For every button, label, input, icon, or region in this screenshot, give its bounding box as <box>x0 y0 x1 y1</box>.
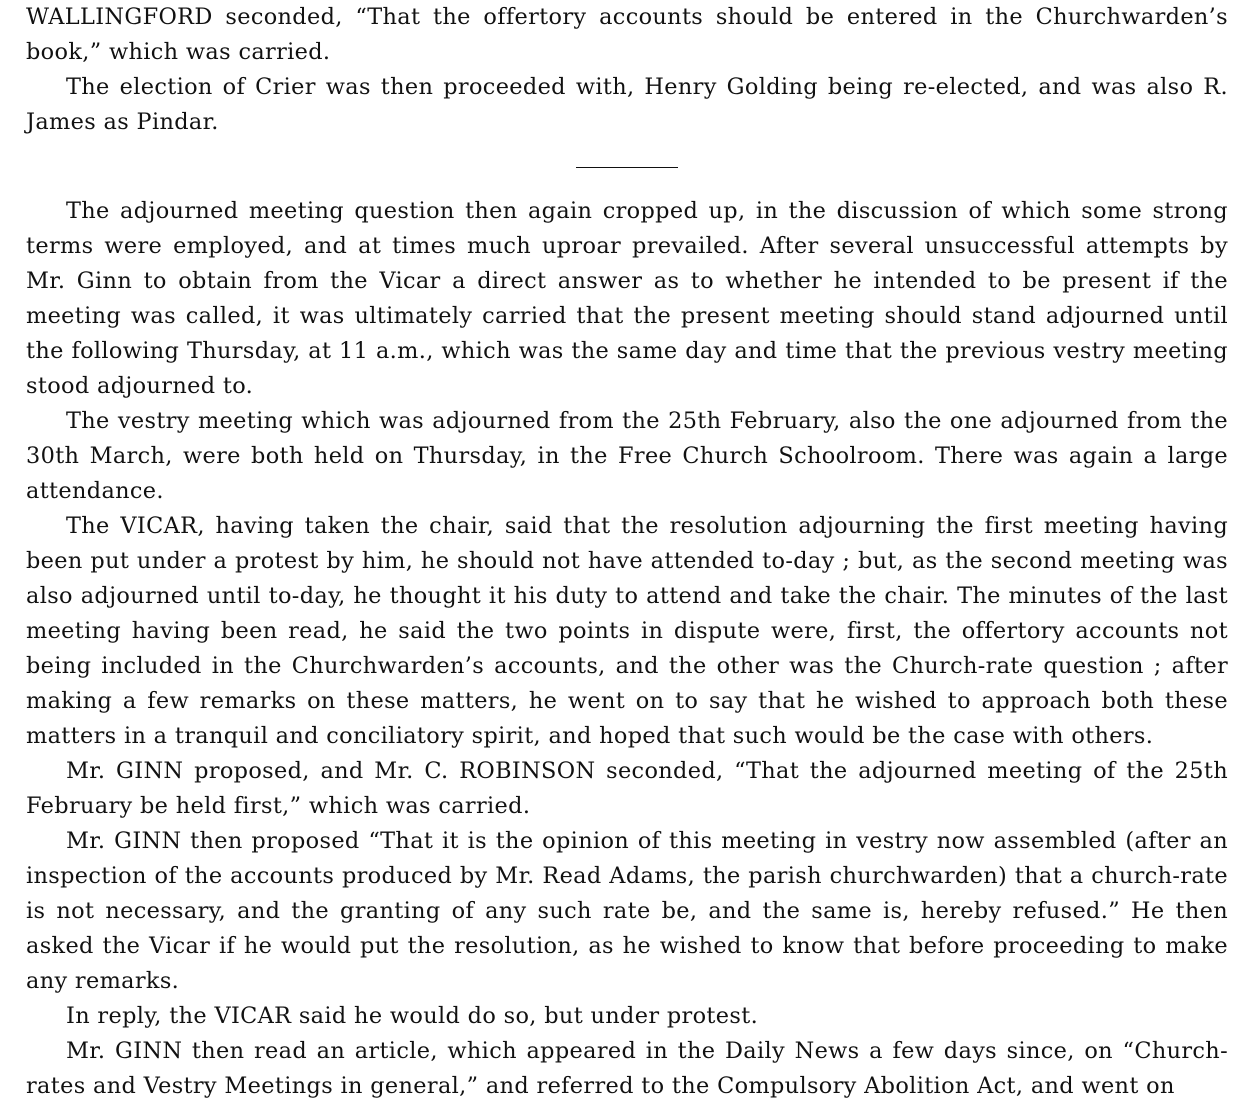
paragraph-text: Mr. <box>66 758 117 784</box>
paragraph-text: then read an article, which appeared in the Daily News a few days since, on “Church-rates and Vestry Meetings in general,” and referred to the Compulsory Abolition Act, and went on <box>26 1038 1228 1099</box>
paragraph <box>26 509 1228 754</box>
paragraph-text: Mr. <box>66 1038 115 1064</box>
speaker-name: ROBINSON <box>459 758 596 784</box>
paragraph-text: In reply, the <box>66 1003 215 1029</box>
section-top <box>26 0 1228 140</box>
paragraph-text: The adjourned meeting question then again cropped up, in the discussion of which some strong terms were employed, and at times much uproar prevailed. After several unsuccessful attempts by Mr. Ginn to obtain from the Vicar a direct answer as to whether he intended to be present if the meeting was called, it was ultimately carried that the present meeting should stand adjourned until the following Thursday, at 11 a.m., which was the same day and time that the previous vestry meeting stood adjourned to. <box>26 198 1228 399</box>
speaker-name: WALLINGFORD <box>26 4 213 30</box>
paragraph <box>26 999 1228 1034</box>
paragraph <box>26 824 1228 999</box>
speaker-name: GINN <box>114 1038 183 1064</box>
paragraph <box>26 0 1228 70</box>
paragraph-text: then proposed “That it is the opinion of this meeting in vestry now assembled (after an inspection of the accounts produced by Mr. Read Adams, the parish churchwarden) that a church-rate is not necessary, and the granting of any such rate be, and the same is, hereby refused.” He then asked the Vicar if he would put the resolution, as he wished to know that before proceeding to make any remarks. <box>26 828 1228 994</box>
section-main <box>26 194 1228 1104</box>
paragraph-text: The vestry meeting which was adjourned from the 25th February, also the one adjourned from the 30th March, were both held on Thursday, in the Free Church Schoolroom. There was again a large attendance. <box>26 408 1228 504</box>
speaker-name: GINN <box>116 758 184 784</box>
paragraph-text: seconded, “That the offertory accounts should be entered in the Churchwarden’s book,” which was carried. <box>26 4 1228 65</box>
section-divider-rule <box>576 167 678 168</box>
paragraph-text: The <box>66 513 121 539</box>
speaker-name: VICAR <box>214 1003 292 1029</box>
speaker-name: GINN <box>114 828 182 854</box>
paragraph-text: seconded, “That the adjourned meeting of the 25th February be held first,” which was carried. <box>26 758 1228 819</box>
paragraph <box>26 1034 1228 1104</box>
paragraph <box>26 754 1228 824</box>
paragraph <box>26 70 1228 140</box>
paragraph-text: proposed, and Mr. C. <box>183 758 460 784</box>
paragraph-text: Mr. <box>66 828 115 854</box>
paragraph <box>26 194 1228 404</box>
paragraph-text: said he would do so, but under protest. <box>291 1003 759 1029</box>
paragraph-text: The election of Crier was then proceeded with, Henry Golding being re-elected, and was also R. James as Pindar. <box>26 74 1228 135</box>
paragraph-text: , having taken the chair, said that the resolution adjourning the first meeting having been put under a protest by him, he should not have attended to-day ; but, as the second meeting was also adjourned until to-day, he thought it his duty to attend and take the chair. The minutes of the last meeting having been read, he said the two points in dispute were, first, the offertory accounts not being included in the Churchwarden’s accounts, and the other was the Church-rate question ; after making a few remarks on these matters, he went on to say that he wished to approach both these matters in a tranquil and conciliatory spirit, and hoped that such would be the case with others. <box>26 513 1228 749</box>
paragraph <box>26 404 1228 509</box>
speaker-name: VICAR <box>120 513 198 539</box>
document-page <box>26 0 1228 1104</box>
